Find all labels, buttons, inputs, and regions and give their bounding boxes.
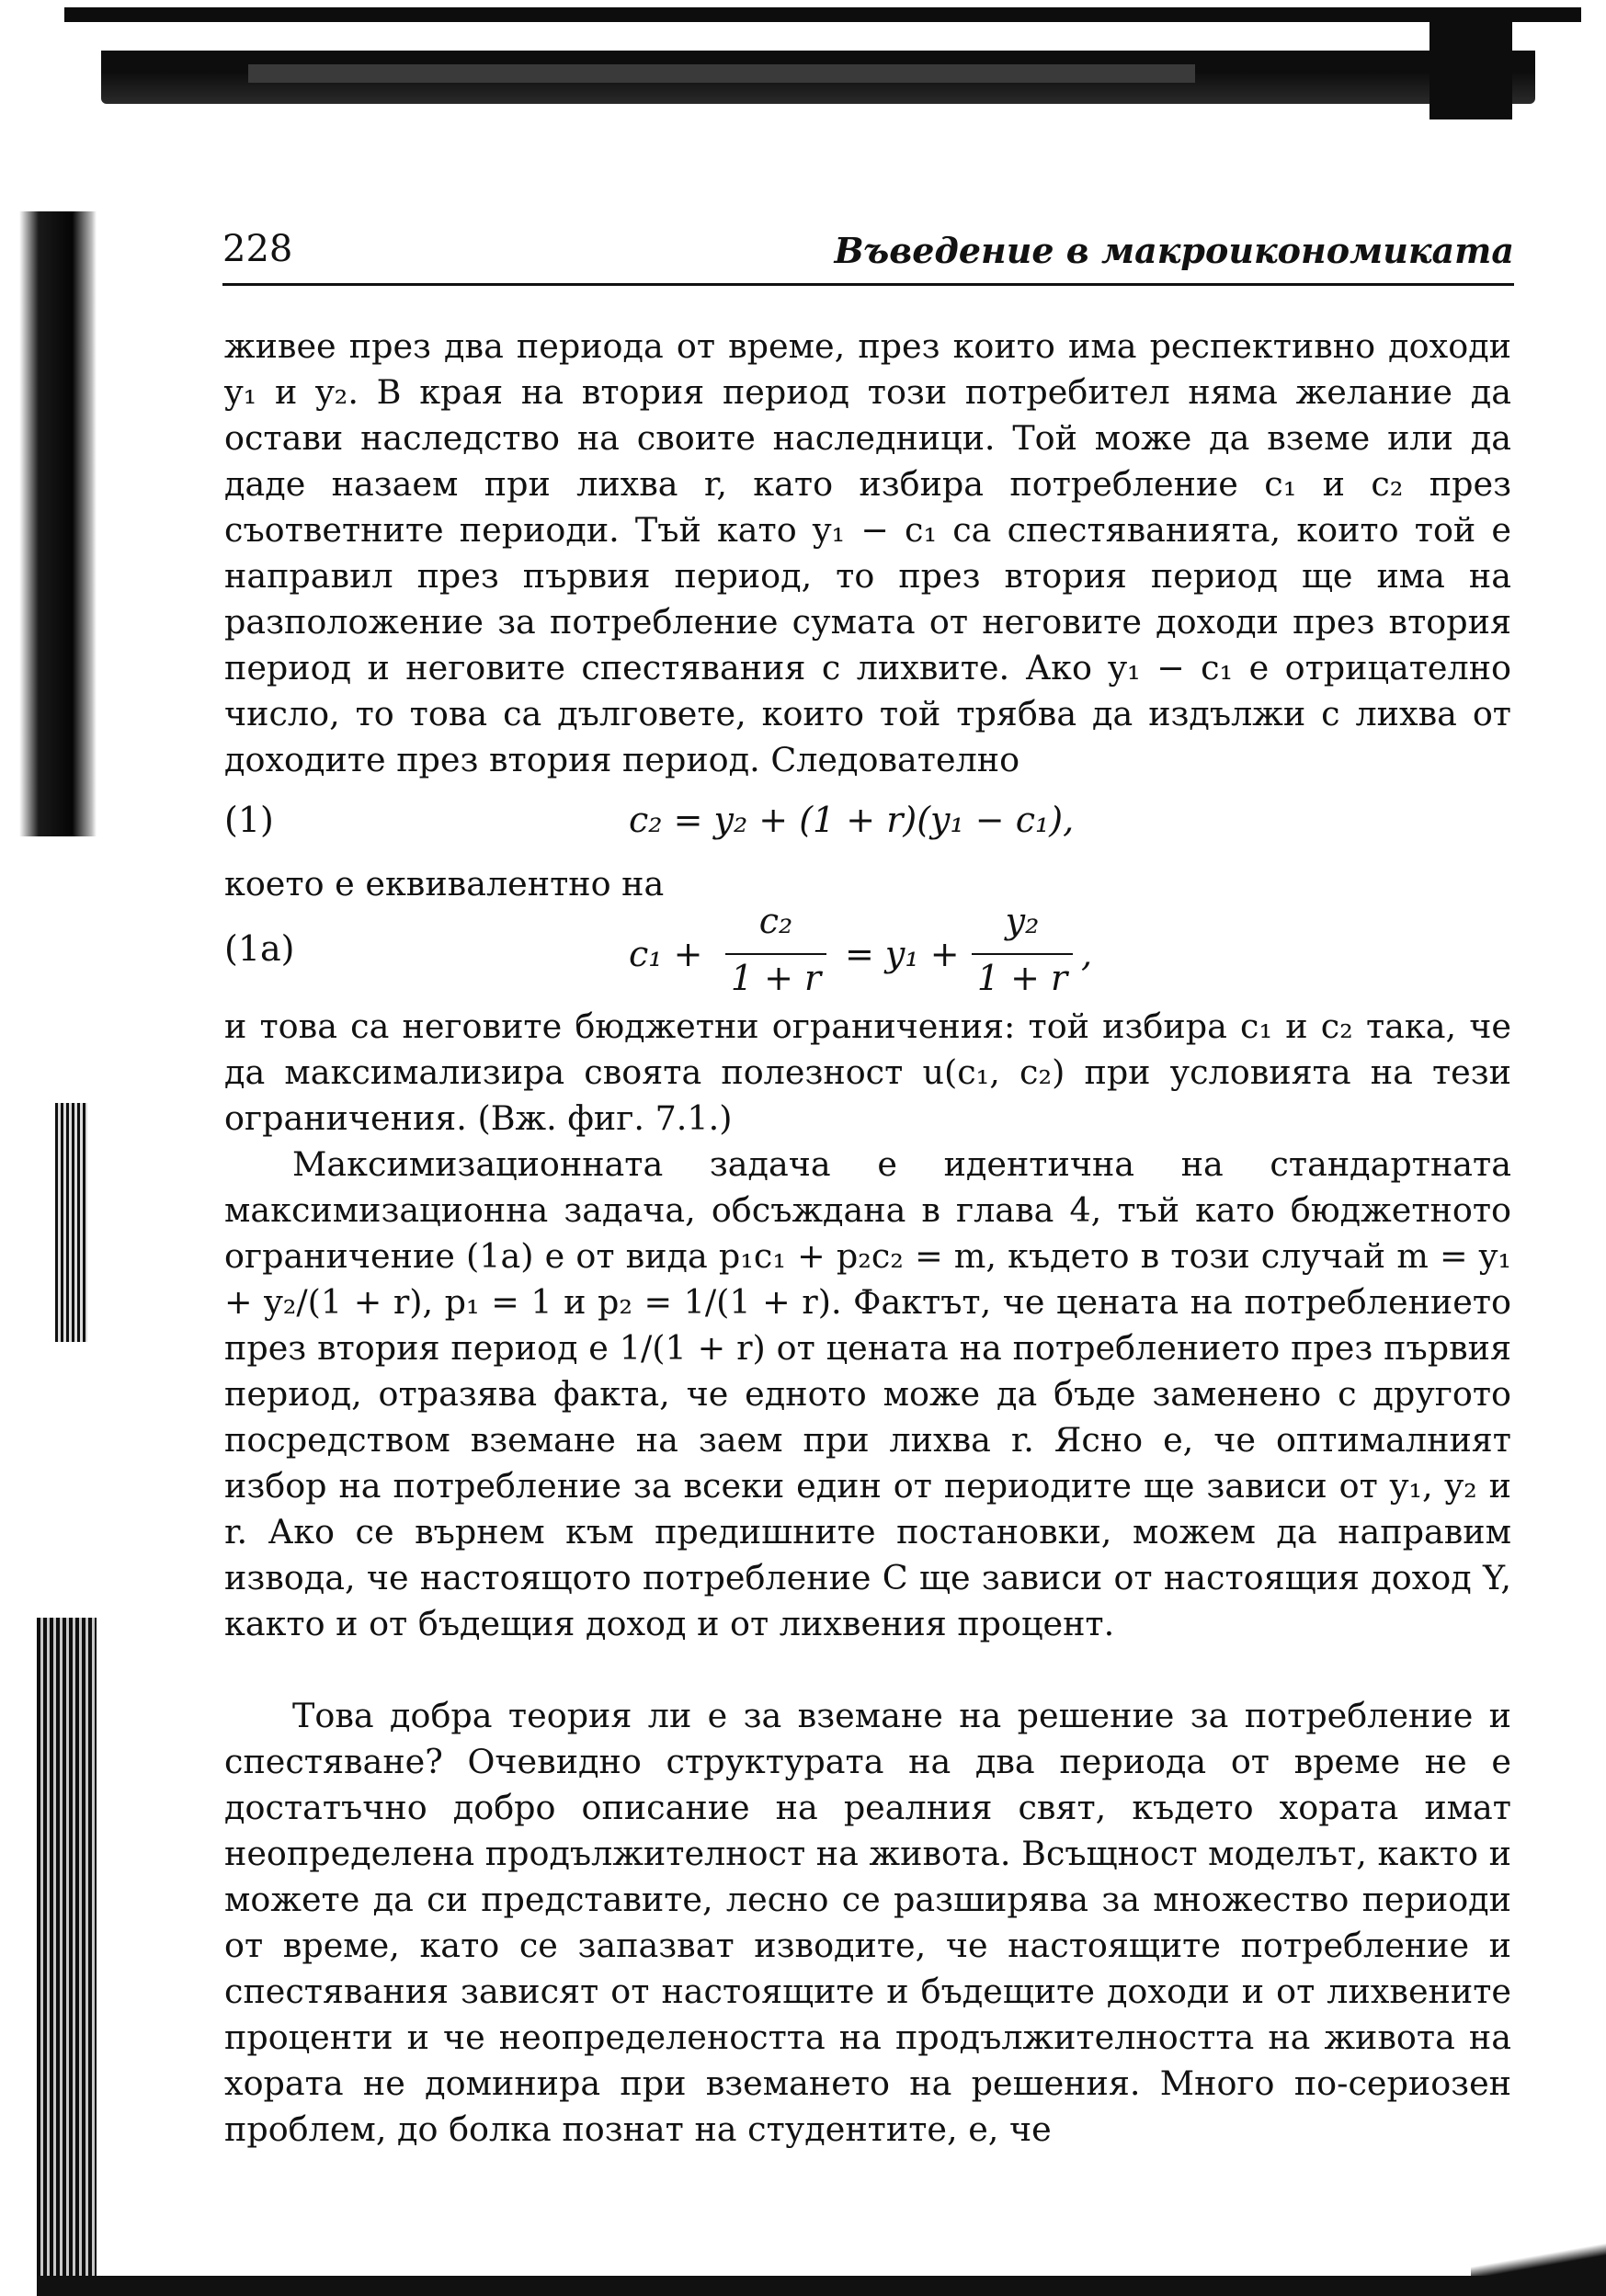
- fraction-bar: [725, 953, 826, 955]
- fraction-bar: [972, 953, 1073, 955]
- equation-tail: ,: [1081, 934, 1093, 974]
- scan-binding-shadow-mid: [55, 1103, 87, 1342]
- equation-label: (1a): [224, 928, 295, 969]
- scan-border-bottom: [37, 2276, 1606, 2296]
- paragraph: и това са неговите бюджетни ограничения: той избира c₁ и c₂ така, че да максимализира своята полезност u(c₁, c₂) при условията на тези ограничения. (Вж. фиг. 7.1.): [224, 1006, 1511, 1138]
- running-title: Въведение в макроикономиката: [834, 230, 1514, 271]
- fraction-numerator: y₂: [1005, 901, 1040, 941]
- equation-lhs: c₁ +: [629, 934, 703, 974]
- equation-body: c₂ = y₂ + (1 + r)(y₁ − c₁),: [629, 800, 1075, 840]
- paragraph: Това добра теория ли е за вземане на решение за потребление и спестяване? Очевидно структурата на два периода от време не е достатъчно добро описание на реалния свят, където хората имат неопределена продължителност на живота. Всъщност моделът, както и можете да си представите, лесно се разширява за множество периоди от време, като се запазват изводите, че настоящите потребление и спестявания зависят от настоящите и бъдещите доходи и от лихвените проценти и че неопределеността на продължителността на живота на хората не доминира при вземането на решения. Много по-сериозен проблем, до болка познат на студентите, е, че: [224, 1696, 1511, 2149]
- fraction-numerator: c₂: [758, 901, 793, 941]
- scan-binding-shadow-bottom: [37, 1618, 97, 2296]
- header-rule: [222, 283, 1514, 286]
- scan-border-top: [64, 7, 1581, 22]
- scan-binding-shadow: [0, 211, 97, 836]
- equation-1: [224, 800, 1511, 846]
- equation-mid: = y₁ +: [845, 934, 960, 974]
- page-number: 228: [222, 228, 293, 270]
- connector-text: което е еквивалентно на: [224, 864, 665, 904]
- fraction-denominator: 1 + r: [730, 958, 822, 998]
- paragraph: Максимизационната задача е идентична на стандартната максимизационна задача, обсъждана в глава 4, тъй като бюджетното ограничение (1a) е от вида p₁c₁ + p₂c₂ = m, където в този случай m = y₁ + y₂/(1 + r), p₁ = 1 и p₂ = 1/(1 + r). Фактът, че цената на потреблението през втория период е 1/(1 + r) от цената на потреблението през първия период, отразява факта, че едното може да бъде заменено с другото посредством вземане на заем при лихва r. Ясно е, че оптималният избор на потребление за всеки един от периодите ще зависи от y₁, y₂ и r. Ако се върнем към предишните постановки, можем да направим извода, че настоящото потребление C ще зависи от настоящия доход Y, както и от бъдещия доход и от лихвения процент.: [224, 1144, 1511, 1643]
- fraction-denominator: 1 + r: [976, 958, 1068, 998]
- paragraph: живее през два периода от време, през които има респективно доходи y₁ и y₂. В края на втория период този потребител няма желание да остави наследство на своите наследници. Той може да вземе или да даде назаем при лихва r, като избира потребление c₁ и c₂ през съответните периоди. Тъй като y₁ − c₁ са спестяванията, които той е направил през първия период, то през втория период ще има на разположение за потребление сумата от неговите доходи през втория период и неговите спестявания с лихвите. Ако y₁ − c₁ е отрицателно число, то това са дълговете, които той трябва да издължи с лихва от доходите през втория период. Следователно: [224, 326, 1511, 779]
- scan-shadow-top-right: [1429, 18, 1512, 119]
- equation-label: (1): [224, 800, 274, 840]
- scan-shadow-top-inner: [248, 64, 1195, 83]
- scan-shadow-bottom-right: [1471, 2243, 1606, 2279]
